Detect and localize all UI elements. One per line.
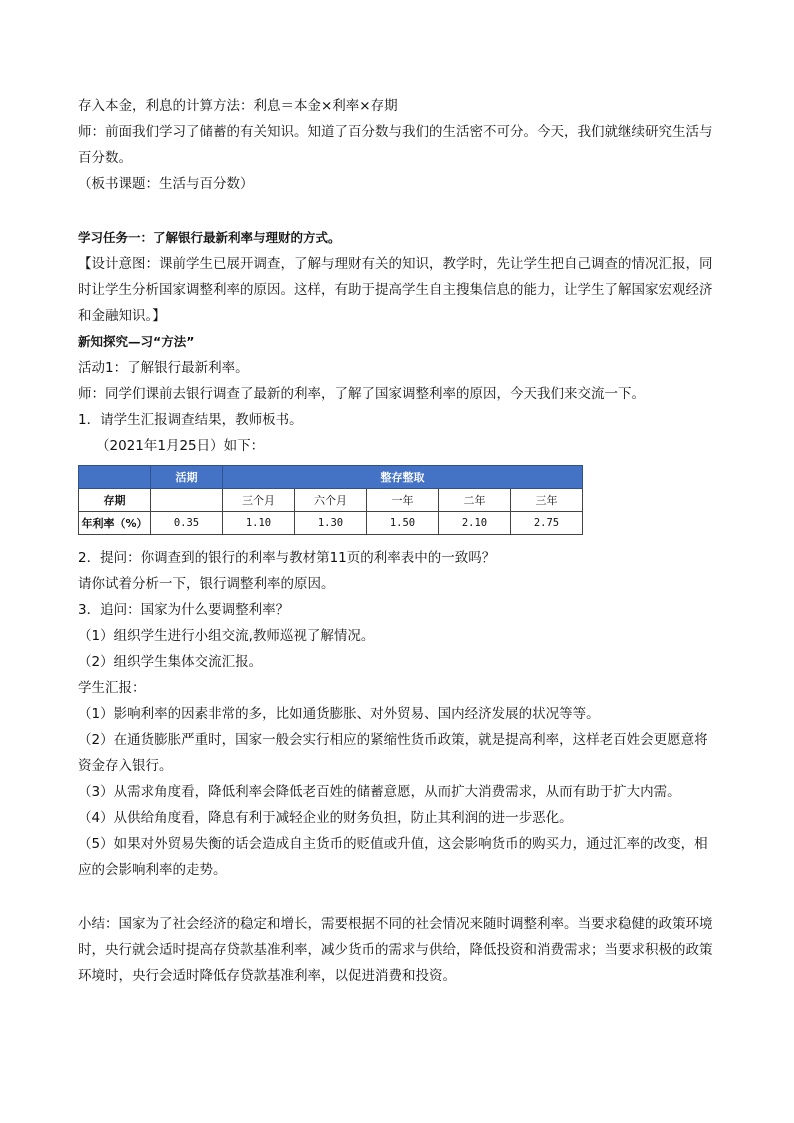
rate-cell: 1.30	[295, 512, 367, 535]
term-cell: 三个月	[223, 489, 295, 512]
term-cell: 一年	[367, 489, 439, 512]
teacher-exchange-line: 师：同学们课前去银行调查了最新的利率，了解了国家调整利率的原因，今天我们来交流一下。	[78, 386, 645, 402]
term-cell: 三年	[511, 489, 583, 512]
document-body	[78, 93, 718, 989]
header-current-deposit: 活期	[151, 466, 223, 489]
table-header-row	[79, 466, 583, 489]
survey-date-note: （2021年1月25日）如下：	[96, 438, 265, 454]
report-item: （2）在通货膨胀严重时，国家一般会实行相应的紧缩性货币政策，就是提高利率，这样老百姓会更愿意将资金存入银行。	[78, 732, 708, 774]
task1-heading: 学习任务一：了解银行最新利率与理财的方式。	[78, 230, 341, 245]
report-item: （5）如果对外贸易失衡的话会造成自主货币的贬值或升值，这会影响货币的购买力，通过汇率的改变，相应的会影响利率的走势。	[78, 836, 708, 878]
step1-line: 1．请学生汇报调查结果，教师板书。	[78, 412, 303, 428]
step3-item: （1）组织学生进行小组交流,教师巡视了解情况。	[78, 628, 375, 644]
step3-item: （2）组织学生集体交流汇报。	[78, 654, 263, 670]
step2-question: 2．提问：你调查到的银行的利率与教材第11页的利率表中的一致吗？	[78, 550, 496, 566]
student-report-heading: 学生汇报：	[78, 680, 146, 696]
teacher-intro-paragraph: 师：前面我们学习了储蓄的有关知识。知道了百分数与我们的生活密不可分。今天，我们就继续研究生活与百分数。	[78, 124, 713, 166]
rate-label-cell: 年利率（%）	[79, 512, 151, 535]
header-empty-cell	[79, 466, 151, 489]
report-item: （4）从供给角度看，降息有利于减轻企业的财务负担，防止其利润的进一步恶化。	[78, 810, 573, 826]
step2-prompt: 请你试着分析一下，银行调整利率的原因。	[78, 576, 335, 592]
report-item: （3）从需求角度看，降低利率会降低老百姓的储蓄意愿，从而扩大消费需求，从而有助于扩大内需。	[78, 784, 681, 800]
term-cell: 六个月	[295, 489, 367, 512]
term-cell: 二年	[439, 489, 511, 512]
table-row	[79, 512, 583, 535]
blackboard-title-note: （板书课题：生活与百分数）	[78, 176, 254, 192]
term-label-cell: 存期	[79, 489, 151, 512]
interest-rate-table	[78, 465, 583, 535]
summary-paragraph: 小结：国家为了社会经济的稳定和增长，需要根据不同的社会情况来随时调整利率。当要求稳健的政策环境时，央行就会适时提高存贷款基准利率，减少货币的需求与供给，降低投资和消费需求；当要求积极的政策环境时，央行会适时降低存贷款基准利率，以促进消费和投资。	[78, 916, 713, 984]
rate-cell: 1.50	[367, 512, 439, 535]
header-fixed-deposit: 整存整取	[223, 466, 583, 489]
term-current-empty-cell	[151, 489, 223, 512]
step3-question: 3．追问：国家为什么要调整利率？	[78, 602, 290, 618]
report-item: （1）影响利率的因素非常的多，比如通货膨胀、对外贸易、国内经济发展的状况等等。	[78, 706, 600, 722]
current-rate-cell: 0.35	[151, 512, 223, 535]
activity1-line: 活动1：了解银行最新利率。	[78, 360, 249, 376]
rate-cell: 1.10	[223, 512, 295, 535]
spacer	[78, 883, 718, 911]
spacer	[78, 197, 718, 225]
explore-heading: 新知探究—习“方法”	[78, 334, 195, 349]
rate-cell: 2.75	[511, 512, 583, 535]
table-row	[79, 489, 583, 512]
design-intent-paragraph: 【设计意图：课前学生已展开调查，了解与理财有关的知识，教学时，先让学生把自己调查的情况汇报，同时让学生分析国家调整利率的原因。这样，有助于提高学生自主搜集信息的能力，让学生了解国家宏观经济和金融知识。】	[78, 256, 713, 324]
interest-formula-line: 存入本金，利息的计算方法：利息＝本金×利率×存期	[78, 98, 398, 114]
rate-cell: 2.10	[439, 512, 511, 535]
